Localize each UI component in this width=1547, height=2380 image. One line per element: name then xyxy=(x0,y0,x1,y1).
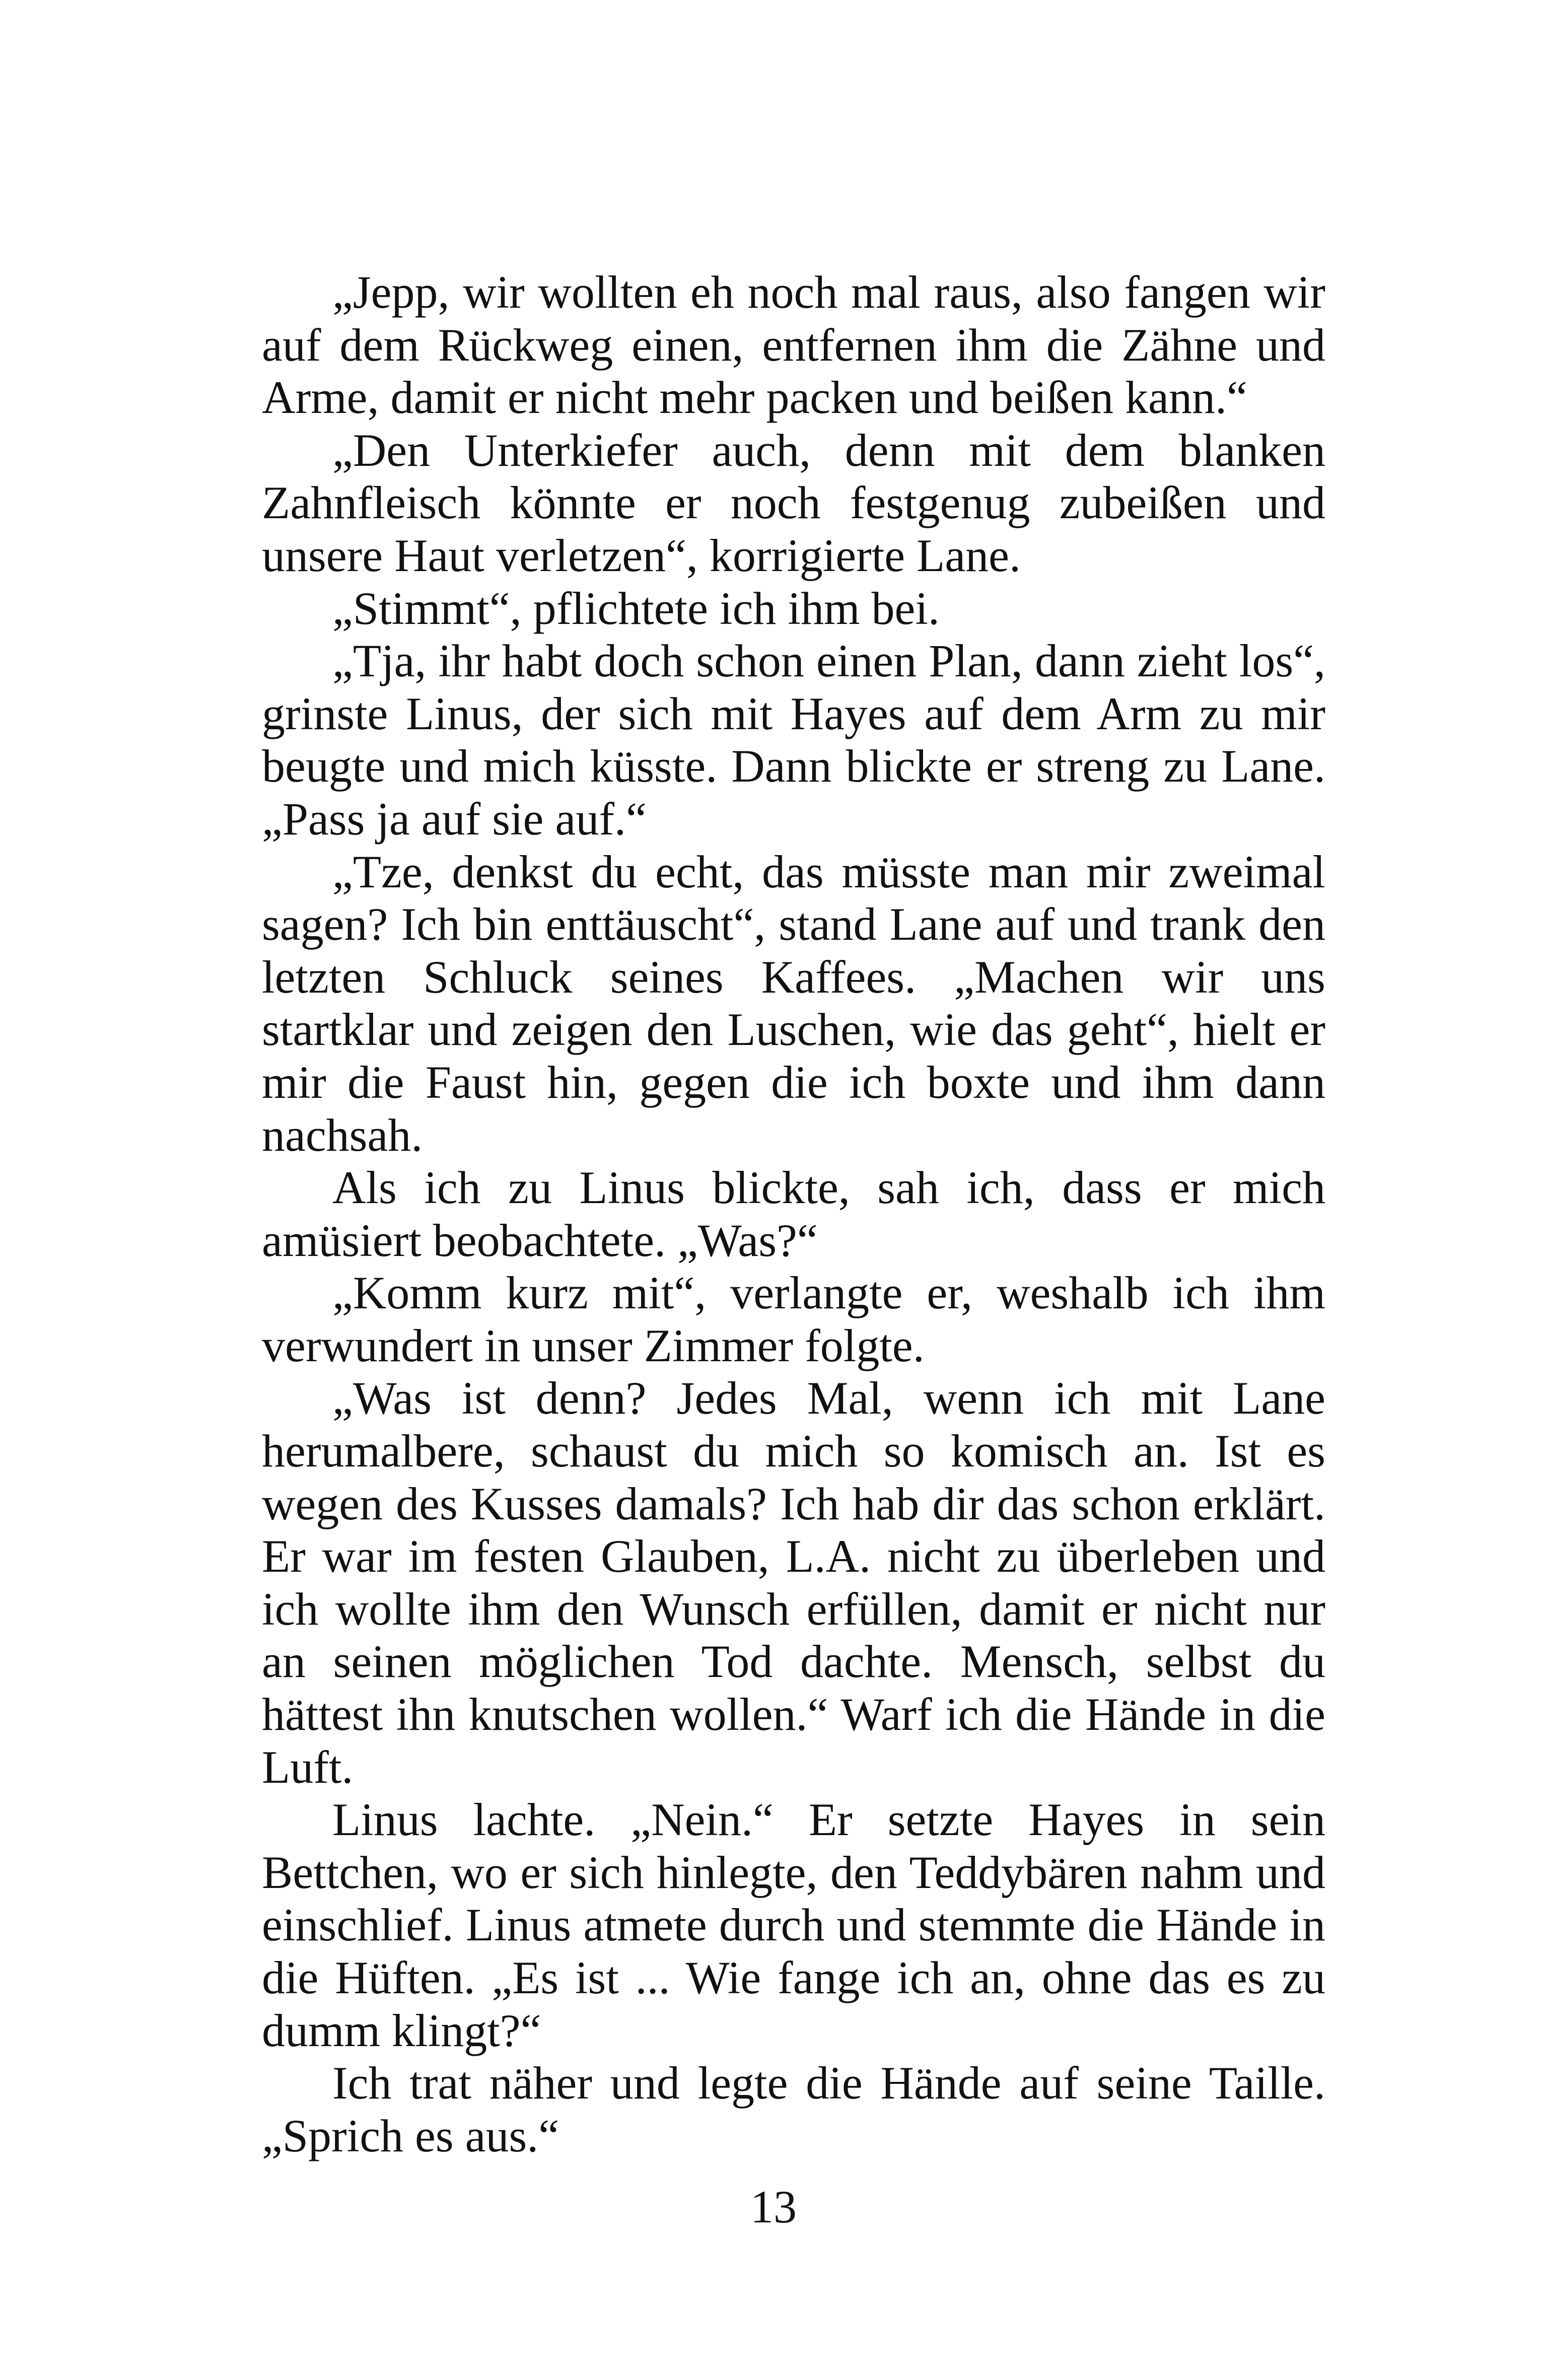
paragraph: Linus lachte. „Nein.“ Er setzte Hayes in sein Bettchen, wo er sich hinlegte, den Teddybären nahm und einschlief. Linus atmete durch und stemmte die Hände in die Hüften. „Es ist ... Wie fange ich an, ohne das es zu dumm klingt?“ xyxy=(262,1794,1325,2056)
paragraph: „Tze, denkst du echt, das müsste man mir zweimal sagen? Ich bin enttäuscht“, stand Lane auf und trank den letzten Schluck seines Kaffees. „Machen wir uns startklar und zeigen den Luschen, wie das geht“, hielt er mir die Faust hin, gegen die ich boxte und ihm dann nachsah. xyxy=(262,846,1325,1161)
paragraph: „Den Unterkiefer auch, denn mit dem blanken Zahnfleisch könnte er noch festgenug zubeißen und unsere Haut verletzen“, korrigierte Lane. xyxy=(262,424,1325,581)
paragraph: „Was ist denn? Jedes Mal, wenn ich mit Lane herumalbere, schaust du mich so komisch an. Ist es wegen des Kusses damals? Ich hab dir das schon erklärt. Er war im festen Glauben, L.A. nicht zu überleben und ich wollte ihm den Wunsch erfüllen, damit er nicht nur an seinen möglichen Tod dachte. Mensch, selbst du hättest ihn knutschen wollen.“ Warf ich die Hände in die Luft. xyxy=(262,1372,1325,1793)
paragraph: Ich trat näher und legte die Hände auf seine Taille. „Sprich es aus.“ xyxy=(262,2057,1325,2161)
paragraph: Als ich zu Linus blickte, sah ich, dass er mich amüsiert beobachtete. „Was?“ xyxy=(262,1162,1325,1266)
paragraph: „Jepp, wir wollten eh noch mal raus, also fangen wir auf dem Rückweg einen, entfernen ihm die Zähne und Arme, damit er nicht mehr packen und beißen kann.“ xyxy=(262,266,1325,424)
paragraph: „Komm kurz mit“, verlangte er, weshalb ich ihm verwundert in unser Zimmer folgte. xyxy=(262,1267,1325,1371)
body-text xyxy=(262,266,1325,2162)
page-number: 13 xyxy=(750,2181,797,2232)
paragraph: „Stimmt“, pflichtete ich ihm bei. xyxy=(332,582,940,634)
paragraph: „Tja, ihr habt doch schon einen Plan, dann zieht los“, grinste Linus, der sich mit Hayes auf dem Arm zu mir beugte und mich küsste. Dann blickte er streng zu Lane. „Pass ja auf sie auf.“ xyxy=(262,635,1325,845)
